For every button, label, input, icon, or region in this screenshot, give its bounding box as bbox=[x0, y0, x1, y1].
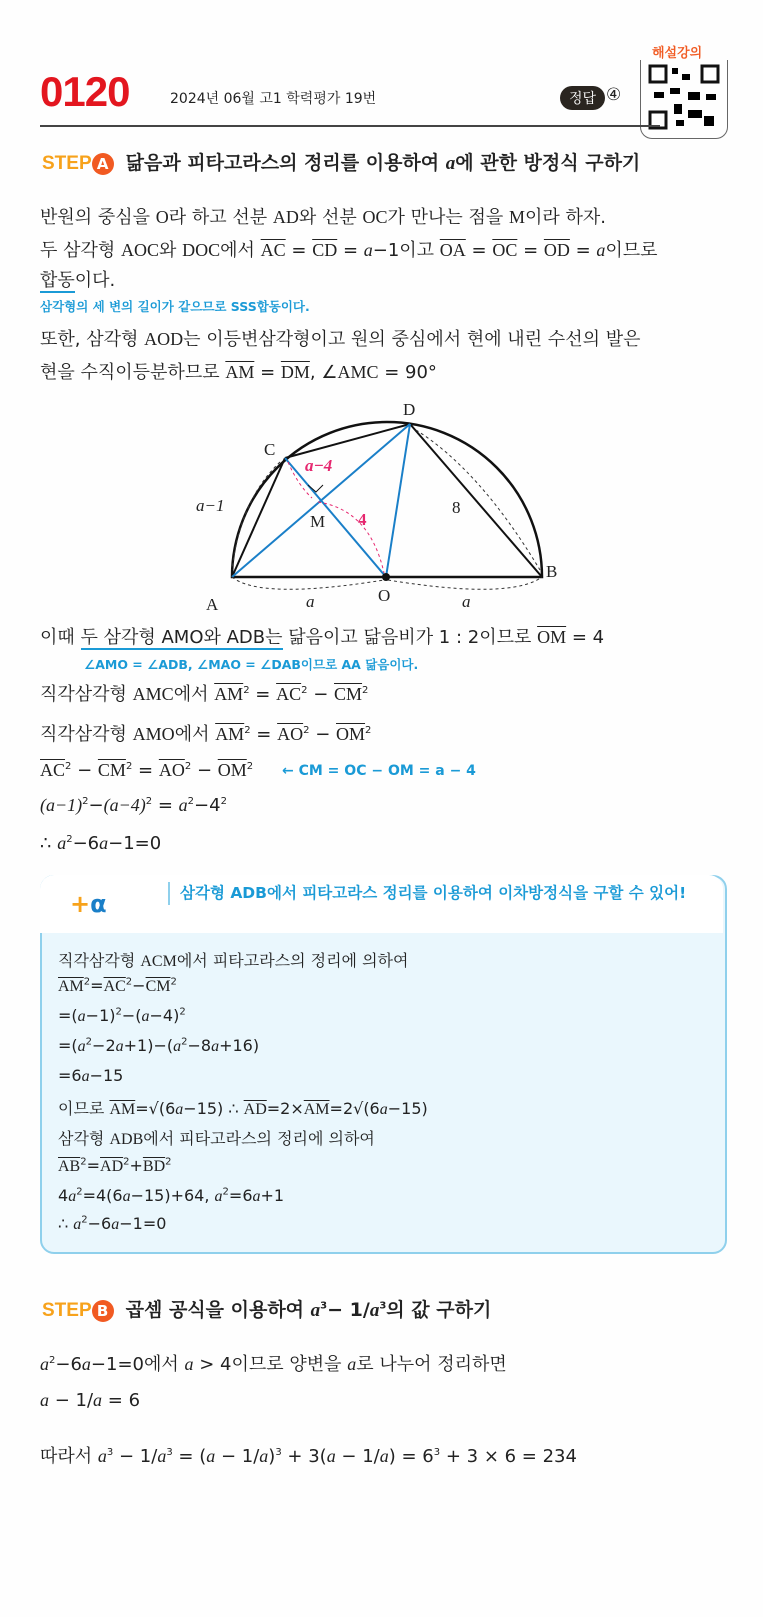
text-segment: 4 bbox=[58, 1186, 69, 1205]
label-ac-length: a−1 bbox=[196, 496, 225, 515]
text-line bbox=[58, 1006, 186, 1026]
text-segment: $\overline{OA}$ bbox=[439, 240, 466, 260]
step-a-heading bbox=[42, 148, 640, 175]
semicircle-diagram bbox=[180, 390, 600, 615]
text-segment: 2 bbox=[83, 976, 91, 988]
text-segment: 2 bbox=[82, 796, 89, 807]
text-segment: −6 bbox=[55, 1354, 82, 1375]
step-badge: STEP bbox=[42, 1300, 92, 1321]
answer-badge: 정답 bbox=[560, 86, 605, 110]
text-segment: a bbox=[40, 1390, 49, 1410]
text-segment: 2 bbox=[244, 725, 251, 736]
text-line bbox=[40, 1390, 140, 1411]
text-segment: −4) bbox=[149, 1006, 180, 1025]
text-segment: a bbox=[379, 1446, 389, 1466]
qr-code-icon bbox=[648, 64, 720, 130]
qr-code[interactable] bbox=[640, 60, 728, 139]
text-segment: a bbox=[173, 1038, 182, 1055]
text-segment: =6 bbox=[228, 1186, 253, 1205]
label-cm-length: a−4 bbox=[305, 456, 333, 475]
plus-alpha-title: 삼각형 ADB에서 피타고라스 정리를 이용하여 이차방정식을 구할 수 있어! bbox=[168, 882, 720, 905]
problem-number: 0120 bbox=[40, 68, 130, 115]
text-segment: a bbox=[77, 1008, 86, 1025]
text-segment: − 1/ bbox=[335, 1446, 380, 1467]
text-segment: 2 bbox=[76, 1186, 83, 1198]
text-segment: 두 삼각형 bbox=[40, 240, 121, 261]
text-segment: +1 bbox=[260, 1186, 285, 1205]
text-segment: = bbox=[250, 724, 278, 745]
text-segment: 직각삼각형 bbox=[58, 951, 141, 970]
text-segment: $\overline{OC}$ bbox=[492, 240, 518, 260]
text-segment: = 90° bbox=[378, 362, 437, 383]
text-segment: −( bbox=[121, 1006, 142, 1025]
text-segment: 에서 피타고라스의 정리에 의하여 bbox=[176, 951, 409, 970]
text-segment: ∴ bbox=[58, 1214, 74, 1233]
text-segment: a bbox=[81, 1068, 90, 1085]
text-segment: $\overline{AO}$ bbox=[277, 724, 304, 744]
text-segment: 곱셈 공식을 이용하여 bbox=[125, 1299, 311, 1321]
text-segment: a bbox=[445, 153, 456, 174]
text-segment: + 3 × 6 = 234 bbox=[440, 1446, 577, 1467]
text-segment: ) bbox=[268, 1446, 276, 1467]
text-segment: a bbox=[141, 1008, 150, 1025]
text-segment: a bbox=[77, 1038, 86, 1055]
step-letter: A bbox=[92, 153, 114, 175]
text-segment: 닮음과 피타고라스의 정리를 이용하여 bbox=[125, 152, 446, 174]
text-segment: −1) bbox=[85, 1006, 116, 1025]
label-B: B bbox=[546, 562, 558, 581]
text-segment: AMC bbox=[337, 362, 379, 382]
text-segment: = bbox=[285, 240, 313, 261]
text-segment: −2 bbox=[92, 1036, 116, 1055]
text-segment: a bbox=[214, 1188, 223, 1205]
text-segment: 2 bbox=[243, 685, 250, 696]
text-segment: (a−4) bbox=[103, 795, 146, 815]
note-sss: 삼각형의 세 변의 길이가 같으므로 SSS합동이다. bbox=[40, 299, 310, 314]
text-segment: 2 bbox=[222, 1186, 229, 1198]
header-divider bbox=[40, 125, 660, 127]
text-segment: AD bbox=[272, 207, 299, 227]
text-segment: − bbox=[132, 976, 146, 995]
text-line bbox=[40, 680, 368, 706]
text-segment: 직각삼각형 bbox=[40, 724, 133, 745]
text-segment: 2 bbox=[184, 761, 192, 772]
text-segment: 에서 bbox=[174, 724, 216, 745]
text-line bbox=[58, 1156, 172, 1176]
text-segment: DOC bbox=[182, 240, 221, 260]
text-segment: $\overline{CD}$ bbox=[312, 240, 338, 260]
text-line bbox=[58, 1036, 259, 1056]
text-segment: 2 bbox=[362, 685, 369, 696]
text-segment: 3 bbox=[433, 1447, 441, 1458]
text-segment: (a−1) bbox=[40, 795, 83, 815]
text-segment: = bbox=[90, 976, 104, 995]
text-segment: $\overline{AM}$ bbox=[214, 684, 244, 704]
text-segment: $\overline{AC}$ bbox=[276, 684, 302, 704]
text-segment: $\overline{AM}$ bbox=[215, 724, 245, 744]
text-segment: −15)+64, bbox=[130, 1186, 215, 1205]
text-segment: a bbox=[259, 1446, 269, 1466]
text-segment: − 1/ bbox=[215, 1446, 260, 1467]
text-segment: a bbox=[252, 1188, 261, 1205]
text-segment: a bbox=[93, 1390, 103, 1410]
text-segment: = 4 bbox=[566, 627, 605, 648]
text-segment: a bbox=[379, 1101, 388, 1118]
text-segment: a bbox=[211, 1038, 220, 1055]
text-segment: 닮음이고 닮음비가 1 : 2이므로 bbox=[282, 627, 538, 648]
text-segment: = bbox=[86, 1156, 101, 1175]
label-mo-length: 4 bbox=[358, 510, 367, 529]
text-segment: $\overline{AC}$ bbox=[40, 760, 66, 780]
text-segment: $\overline{AM}$ bbox=[303, 1101, 330, 1118]
text-line bbox=[58, 1214, 166, 1234]
text-segment: = bbox=[337, 240, 364, 261]
text-segment: = ( bbox=[172, 1446, 207, 1467]
text-segment: 현을 수직이등분하므로 bbox=[40, 362, 226, 383]
text-line bbox=[40, 623, 604, 649]
text-segment: a bbox=[178, 795, 188, 815]
text-segment: a bbox=[115, 1038, 124, 1055]
text-line bbox=[40, 236, 658, 262]
text-segment: 이므로 bbox=[605, 240, 658, 261]
text-segment: = bbox=[249, 684, 277, 705]
text-segment: +1)−( bbox=[123, 1036, 174, 1055]
text-segment: a bbox=[111, 1216, 120, 1233]
text-segment: =6 bbox=[58, 1066, 82, 1085]
text-segment: 이라 하자. bbox=[525, 207, 607, 228]
text-line bbox=[40, 760, 253, 781]
text-segment: +16) bbox=[219, 1036, 260, 1055]
text-segment: OC bbox=[362, 207, 388, 227]
text-line bbox=[58, 976, 177, 996]
text-segment: $\overline{OM}$ bbox=[217, 760, 247, 780]
text-segment: 삼각형 bbox=[58, 1129, 110, 1148]
step-badge: STEP bbox=[42, 153, 92, 174]
text-segment: −1=0에서 bbox=[90, 1354, 185, 1375]
text-segment: =2√(6 bbox=[329, 1099, 380, 1118]
text-segment: 2 bbox=[220, 796, 227, 807]
text-segment: − bbox=[88, 795, 104, 816]
step-a-title bbox=[126, 152, 641, 174]
text-segment: 직각삼각형 bbox=[40, 684, 133, 705]
note-aa: ∠AMO = ∠ADB, ∠MAO = ∠DAB이므로 AA 닮음이다. bbox=[84, 657, 419, 672]
text-segment: ∴ bbox=[40, 833, 58, 854]
text-line bbox=[40, 1442, 577, 1468]
text-segment: 2 bbox=[123, 1156, 130, 1168]
text-segment: 합동 bbox=[40, 270, 75, 291]
text-segment: AMO bbox=[132, 724, 175, 744]
text-segment: 2 bbox=[181, 1036, 188, 1048]
text-segment: a bbox=[68, 1188, 77, 1205]
text-segment: 따라서 bbox=[40, 1446, 98, 1467]
text-segment: 2 bbox=[179, 1006, 186, 1018]
text-segment: $\overline{AM}$ bbox=[58, 978, 84, 995]
text-segment: = bbox=[254, 362, 281, 383]
text-line bbox=[58, 1186, 284, 1206]
text-segment: − bbox=[71, 760, 98, 781]
text-segment: −15 bbox=[89, 1066, 124, 1085]
text-segment: a bbox=[157, 1446, 167, 1466]
text-segment: 2 bbox=[145, 796, 153, 807]
label-ob-length: a bbox=[462, 592, 471, 611]
text-segment: 에서 피타고라스의 정리에 의하여 bbox=[143, 1129, 375, 1148]
text-segment: $\overline{AM}$ bbox=[109, 1101, 136, 1118]
text-segment: 2 bbox=[303, 725, 310, 736]
text-segment: ADB bbox=[109, 1131, 144, 1148]
text-segment: 2 bbox=[85, 1036, 93, 1048]
text-segment: 2 bbox=[365, 725, 372, 736]
text-segment: 2 bbox=[115, 1006, 122, 1018]
label-D: D bbox=[403, 400, 416, 419]
text-segment: 2 bbox=[80, 1156, 87, 1168]
text-segment: $\overline{AC}$ bbox=[260, 240, 286, 260]
text-segment: 2 bbox=[49, 1355, 56, 1366]
text-segment: a bbox=[97, 1446, 107, 1466]
label-M: M bbox=[310, 512, 326, 531]
step-b-title bbox=[126, 1299, 492, 1321]
text-segment: a bbox=[596, 240, 606, 260]
text-segment: 는 이등변삼각형이고 원의 중심에서 현에 내린 수선의 발은 bbox=[183, 329, 641, 350]
text-line bbox=[58, 948, 408, 971]
text-segment: 또한, 삼각형 bbox=[40, 329, 145, 350]
text-segment: − 1/ bbox=[49, 1390, 94, 1411]
text-line bbox=[40, 358, 437, 384]
text-segment: 2 bbox=[81, 1214, 88, 1226]
text-segment: ) = 6 bbox=[388, 1446, 434, 1467]
text-segment: a bbox=[363, 240, 373, 260]
text-segment: , ∠ bbox=[309, 362, 338, 383]
text-segment: 2 bbox=[66, 834, 73, 845]
label-A: A bbox=[206, 595, 219, 614]
text-segment: $\overline{AB}$ bbox=[58, 1158, 81, 1175]
text-segment: 이다. bbox=[74, 270, 116, 291]
text-segment: 3 bbox=[320, 1300, 328, 1312]
text-line bbox=[40, 833, 161, 854]
text-segment: 에서 bbox=[220, 240, 261, 261]
text-line bbox=[40, 720, 371, 746]
note-cm: ← CM = OC − OM = a − 4 bbox=[282, 763, 476, 779]
text-segment: 반원의 중심을 bbox=[40, 207, 156, 228]
text-segment: AOC bbox=[121, 240, 160, 260]
text-segment: =( bbox=[58, 1036, 78, 1055]
text-segment: + bbox=[129, 1156, 143, 1175]
text-segment: 2 bbox=[125, 976, 133, 988]
text-segment: AMC bbox=[132, 684, 174, 704]
text-segment: =2× bbox=[266, 1099, 304, 1118]
text-segment: −1=0 bbox=[119, 1214, 167, 1233]
text-segment: $\overline{OM}$ bbox=[537, 627, 567, 647]
text-segment: a bbox=[175, 1101, 184, 1118]
text-segment: $\overline{BD}$ bbox=[142, 1158, 166, 1175]
text-segment: $\overline{AC}$ bbox=[103, 978, 126, 995]
text-segment: $\overline{OM}$ bbox=[336, 724, 366, 744]
text-segment: =√(6 bbox=[135, 1099, 176, 1118]
text-segment: 2 bbox=[125, 761, 133, 772]
text-segment: = bbox=[517, 240, 544, 261]
text-segment: =4(6 bbox=[82, 1186, 123, 1205]
text-segment: 2 bbox=[246, 761, 254, 772]
text-segment: 두 삼각형 AMO와 ADB는 bbox=[80, 627, 283, 648]
text-segment: −6 bbox=[87, 1214, 112, 1233]
text-line bbox=[58, 1096, 428, 1119]
text-segment: a bbox=[81, 1354, 91, 1374]
text-segment: > 4이므로 양변을 bbox=[193, 1354, 348, 1375]
text-line bbox=[40, 795, 227, 816]
text-segment: a bbox=[347, 1354, 357, 1374]
text-segment: = bbox=[465, 240, 493, 261]
text-segment: − bbox=[191, 760, 218, 781]
text-segment: a bbox=[184, 1354, 194, 1374]
text-segment: 2 bbox=[170, 976, 177, 988]
text-segment: a bbox=[57, 833, 67, 853]
text-segment: a bbox=[206, 1446, 216, 1466]
text-segment: $\overline{AD}$ bbox=[100, 1158, 124, 1175]
text-segment: 와 선분 bbox=[298, 207, 363, 228]
text-segment: a bbox=[99, 833, 109, 853]
text-segment: $\overline{OD}$ bbox=[543, 240, 570, 260]
text-segment: 에서 bbox=[173, 684, 215, 705]
text-segment: − bbox=[309, 724, 337, 745]
text-segment: 의 값 구하기 bbox=[386, 1299, 492, 1321]
text-segment: ACM bbox=[140, 953, 177, 970]
answer-value: ④ bbox=[606, 85, 622, 105]
text-line bbox=[40, 1350, 507, 1376]
text-segment: −1=0 bbox=[108, 833, 162, 854]
text-segment: 3 bbox=[106, 1447, 114, 1458]
text-segment: 로 나누어 정리하면 bbox=[356, 1354, 507, 1375]
text-segment: = 6 bbox=[102, 1390, 141, 1411]
text-segment: −8 bbox=[187, 1036, 212, 1055]
text-segment: −6 bbox=[72, 833, 100, 854]
text-line bbox=[40, 325, 640, 351]
label-C: C bbox=[264, 440, 276, 459]
text-segment: =( bbox=[58, 1006, 78, 1025]
text-segment: 2 bbox=[65, 761, 72, 772]
text-line bbox=[58, 1066, 123, 1086]
text-segment: M bbox=[509, 207, 526, 227]
text-segment: a bbox=[310, 1300, 321, 1321]
step-b-heading bbox=[42, 1295, 491, 1322]
text-segment: = bbox=[132, 760, 159, 781]
text-segment: 와 bbox=[159, 240, 183, 261]
problem-source: 2024년 06월 고1 학력평가 19번 bbox=[170, 91, 377, 107]
label-db-length: 8 bbox=[452, 498, 461, 517]
text-segment: a bbox=[40, 1354, 49, 1374]
text-segment: 이므로 bbox=[58, 1099, 110, 1118]
text-segment: $\overline{CM}$ bbox=[334, 684, 363, 704]
text-segment: − 1/ bbox=[113, 1446, 158, 1467]
text-segment: 이때 bbox=[40, 627, 81, 648]
text-segment: −1이고 bbox=[372, 240, 440, 261]
text-segment: − 1/ bbox=[327, 1299, 370, 1321]
text-segment: 2 bbox=[187, 796, 195, 807]
text-segment: O bbox=[155, 207, 169, 227]
text-segment: a bbox=[326, 1446, 336, 1466]
text-segment: a bbox=[73, 1216, 82, 1233]
text-segment: + 3( bbox=[281, 1446, 327, 1467]
lecture-label: 해설강의 bbox=[652, 46, 703, 61]
text-segment: $\overline{AO}$ bbox=[158, 760, 185, 780]
text-segment: = bbox=[152, 795, 179, 816]
text-segment: $\overline{AD}$ bbox=[243, 1101, 267, 1118]
text-line bbox=[40, 203, 606, 229]
text-segment: 에 관한 방정식 구하기 bbox=[455, 152, 641, 174]
text-segment: = bbox=[569, 240, 597, 261]
text-segment: AOD bbox=[144, 329, 184, 349]
text-segment: 라 하고 선분 bbox=[168, 207, 273, 228]
text-segment: −15) ∴ bbox=[183, 1099, 244, 1118]
plus-alpha-icon: +α bbox=[70, 890, 107, 918]
text-segment: $\overline{AM}$ bbox=[225, 362, 255, 382]
text-segment: 3 bbox=[166, 1447, 173, 1458]
text-segment: 2 bbox=[165, 1156, 172, 1168]
text-segment: 3 bbox=[379, 1300, 387, 1312]
text-segment: a bbox=[369, 1300, 380, 1321]
text-line bbox=[40, 266, 115, 292]
label-ao-length: a bbox=[306, 592, 315, 611]
label-O: O bbox=[378, 586, 391, 605]
text-segment: −15) bbox=[387, 1099, 428, 1118]
text-segment: − bbox=[307, 684, 335, 705]
text-segment: 2 bbox=[301, 685, 308, 696]
text-segment: a bbox=[122, 1188, 131, 1205]
text-line bbox=[58, 1126, 375, 1149]
text-segment: $\overline{CM}$ bbox=[145, 978, 171, 995]
text-segment: $\overline{DM}$ bbox=[280, 362, 310, 382]
text-segment: $\overline{CM}$ bbox=[97, 760, 126, 780]
text-segment: −4 bbox=[194, 795, 221, 816]
step-letter: B bbox=[92, 1300, 114, 1322]
text-segment: 3 bbox=[275, 1447, 282, 1458]
text-segment: 가 만나는 점을 bbox=[387, 207, 510, 228]
